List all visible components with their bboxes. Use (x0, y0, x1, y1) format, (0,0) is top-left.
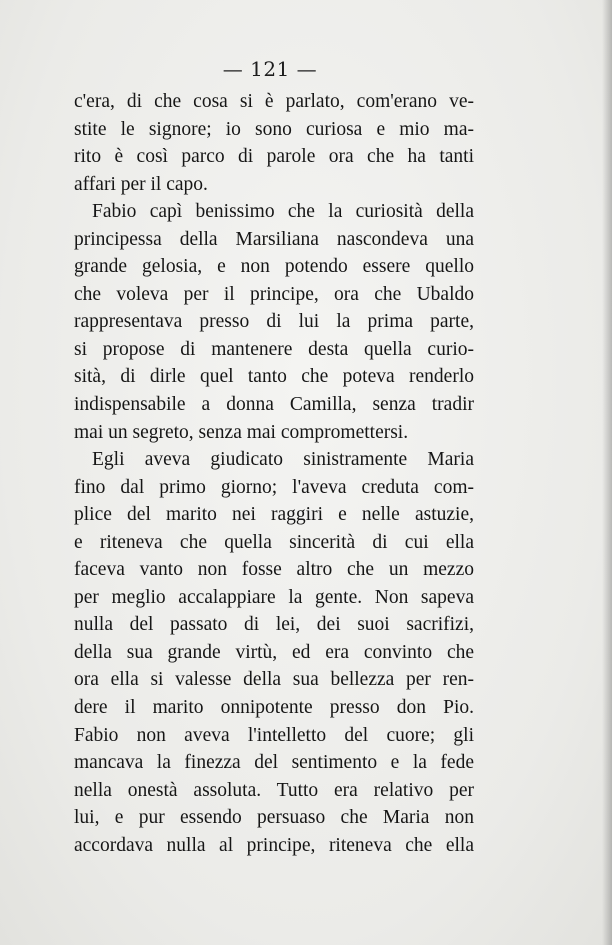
text-line: che voleva per il principe, ora che Ubaldo (74, 283, 474, 305)
body-text (74, 88, 474, 859)
text-line: ora ella si valesse della sua bellezza per ren- (74, 669, 474, 691)
text-line: nulla del passato di lei, dei suoi sacrifizi, (74, 614, 474, 636)
text-line: plice del marito nei raggiri e nelle astuzie, (74, 504, 474, 526)
text-line: rito è così parco di parole ora che ha tanti (74, 146, 474, 168)
text-line: stite le signore; io sono curiosa e mio ma- (74, 118, 474, 140)
text-line: fino dal primo giorno; l'aveva creduta com- (74, 476, 474, 498)
text-line: per meglio accalappiare la gente. Non sapeva (74, 586, 474, 608)
text-line: accordava nulla al principe, riteneva che ella (74, 834, 474, 856)
text-line: Fabio capì benissimo che la curiosità della (92, 201, 474, 223)
text-line: c'era, di che cosa si è parlato, com'erano ve- (74, 91, 474, 112)
text-line: sità, di dirle quel tanto che poteva renderlo (74, 366, 474, 388)
text-line: della sua grande virtù, ed era convinto che (74, 641, 474, 663)
text-line: grande gelosia, e non potendo essere quello (74, 256, 474, 278)
text-line: e riteneva che quella sincerità di cui ella (74, 531, 474, 553)
text-line: principessa della Marsiliana nascondeva una (74, 228, 474, 250)
text-line: Egli aveva giudicato sinistramente Maria (92, 449, 474, 471)
text-line: dere il marito onnipotente presso don Pio. (74, 697, 474, 719)
text-line: indispensabile a donna Camilla, senza tradir (74, 394, 474, 416)
text-line: si propose di mantenere desta quella curio- (74, 338, 474, 360)
text-line: lui, e pur essendo persuaso che Maria non (74, 807, 474, 829)
page-number: — 121 — (222, 57, 318, 81)
text-line: mancava la finezza del sentimento e la fede (74, 752, 474, 774)
page-edge-shadow (602, 0, 612, 945)
text-line: mai un segreto, senza mai compromettersi. (74, 421, 409, 443)
text-line: nella onestà assoluta. Tutto era relativo per (74, 779, 474, 801)
text-line: faceva vanto non fosse altro che un mezzo (74, 559, 474, 581)
text-line: affari per il capo. (74, 173, 208, 195)
text-line: Fabio non aveva l'intelletto del cuore; gli (74, 724, 474, 746)
text-line: rappresentava presso di lui la prima parte, (74, 311, 474, 333)
